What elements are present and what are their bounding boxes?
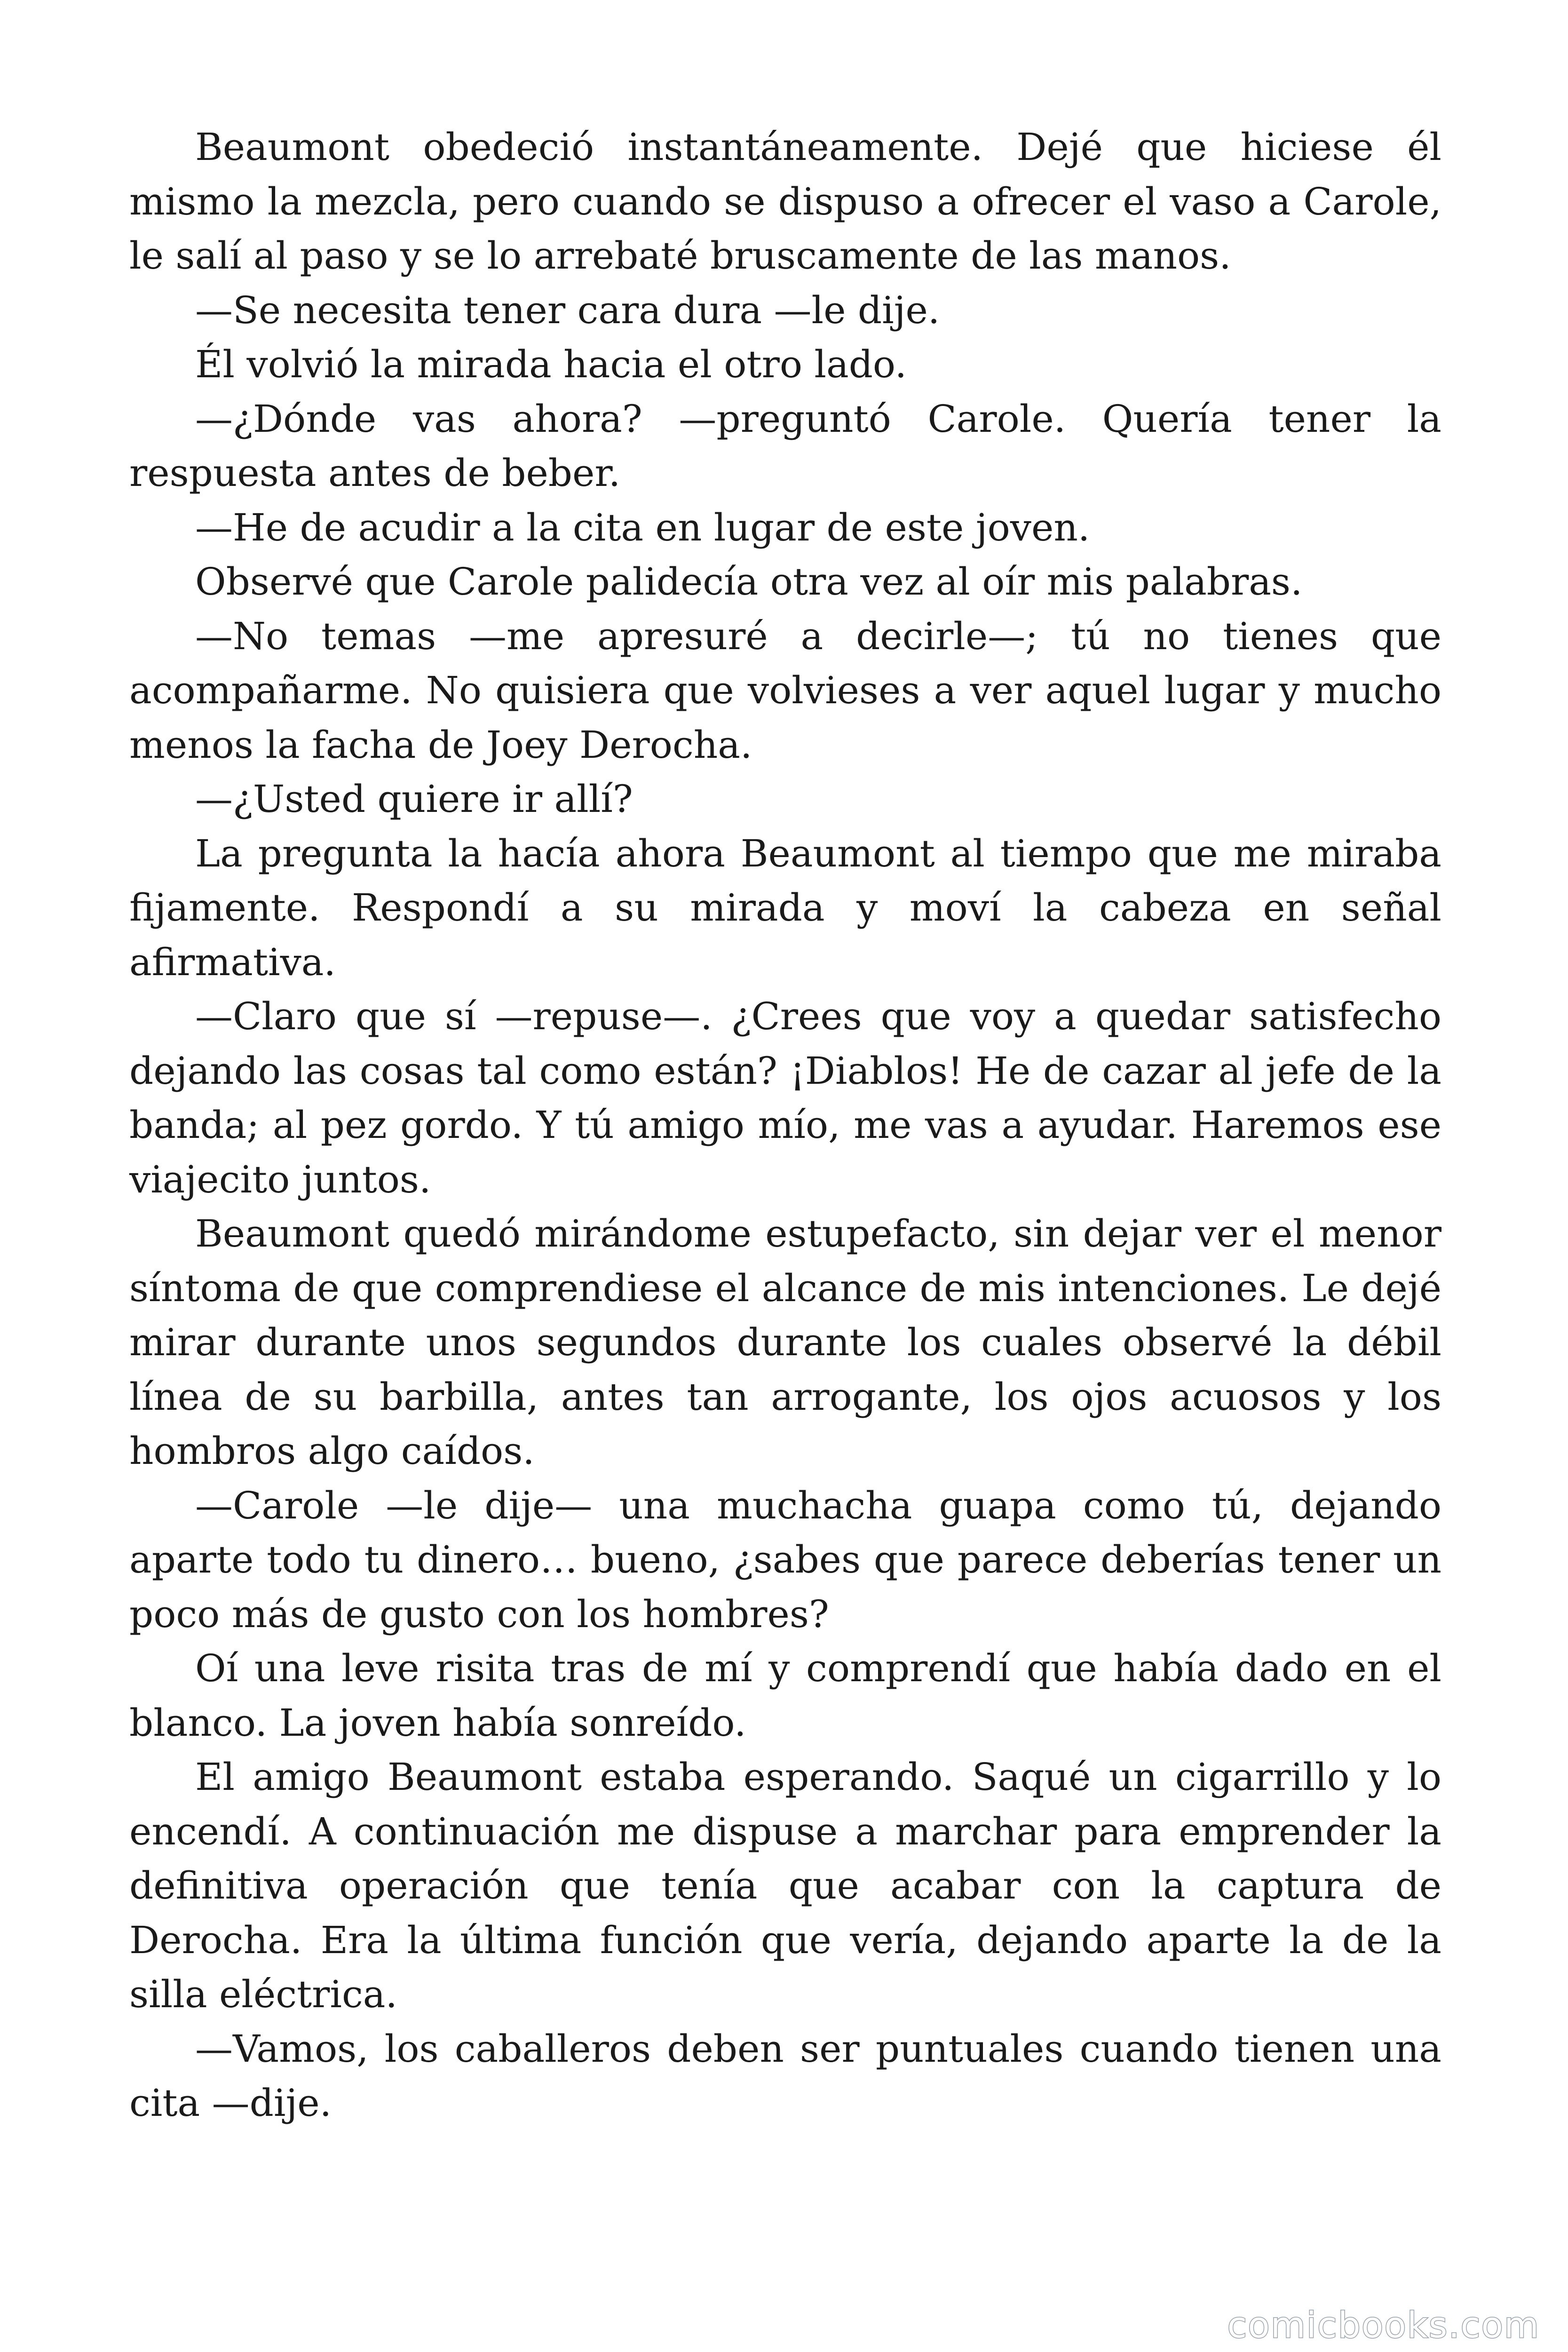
paragraph: El amigo Beaumont estaba esperando. Saqué un cigarrillo y lo encendí. A continuación me dispuse a marchar para emprender la definitiva operación que tenía que acabar con la captura de Derocha. Era la última función que vería, dejando aparte la de la silla eléctrica. bbox=[129, 1755, 1441, 2016]
paragraph: —Carole —le dije— una muchacha guapa como tú, dejando aparte todo tu dinero… bueno, ¿sabes que parece deberías tener un poco más de gusto con los hombres? bbox=[129, 1483, 1441, 1636]
paragraph: —¿Usted quiere ir allí? bbox=[195, 777, 633, 821]
paragraph: Oí una leve risita tras de mí y comprendí que había dado en el blanco. La joven había sonreído. bbox=[129, 1646, 1441, 1745]
paragraph: Él volvió la mirada hacia el otro lado. bbox=[195, 342, 907, 386]
paragraph: —No temas —me apresuré a decirle—; tú no tienes que acompañarme. No quisiera que volvieses a ver aquel lugar y mucho menos la facha de Joey Derocha. bbox=[129, 614, 1441, 767]
paragraph: —Vamos, los caballeros deben ser puntuales cuando tienen una cita —dije. bbox=[129, 2026, 1441, 2125]
paragraph: —¿Dónde vas ahora? —preguntó Carole. Quería tener la respuesta antes de beber. bbox=[129, 397, 1441, 495]
paragraph: La pregunta la hacía ahora Beaumont al tiempo que me miraba fijamente. Respondí a su mirada y moví la cabeza en señal afirmativa. bbox=[129, 831, 1441, 984]
watermark: comicbooks.com bbox=[1227, 2304, 1540, 2346]
paragraph: —Se necesita tener cara dura —le dije. bbox=[195, 288, 940, 332]
paragraph: —Claro que sí —repuse—. ¿Crees que voy a quedar satisfecho dejando las cosas tal como están? ¡Diablos! He de cazar al jefe de la banda; al pez gordo. Y tú amigo mío, me vas a ayudar. Haremos ese viajecito juntos. bbox=[129, 994, 1441, 1201]
paragraph: Beaumont quedó mirándome estupefacto, sin dejar ver el menor síntoma de que comprendiese el alcance de mis intenciones. Le dejé mirar durante unos segundos durante los cuales observé la débil línea de su barbilla, antes tan arrogante, los ojos acuosos y los hombros algo caídos. bbox=[129, 1212, 1441, 1473]
paragraph: Observé que Carole palidecía otra vez al oír mis palabras. bbox=[195, 560, 1303, 604]
paragraph: —He de acudir a la cita en lugar de este joven. bbox=[195, 505, 1090, 549]
paragraph: Beaumont obedeció instantáneamente. Dejé que hiciese él mismo la mezcla, pero cuando se dispuso a ofrecer el vaso a Carole, le salí al paso y se lo arrebaté bruscamente de las manos. bbox=[129, 125, 1441, 278]
body-text bbox=[129, 120, 1441, 2130]
